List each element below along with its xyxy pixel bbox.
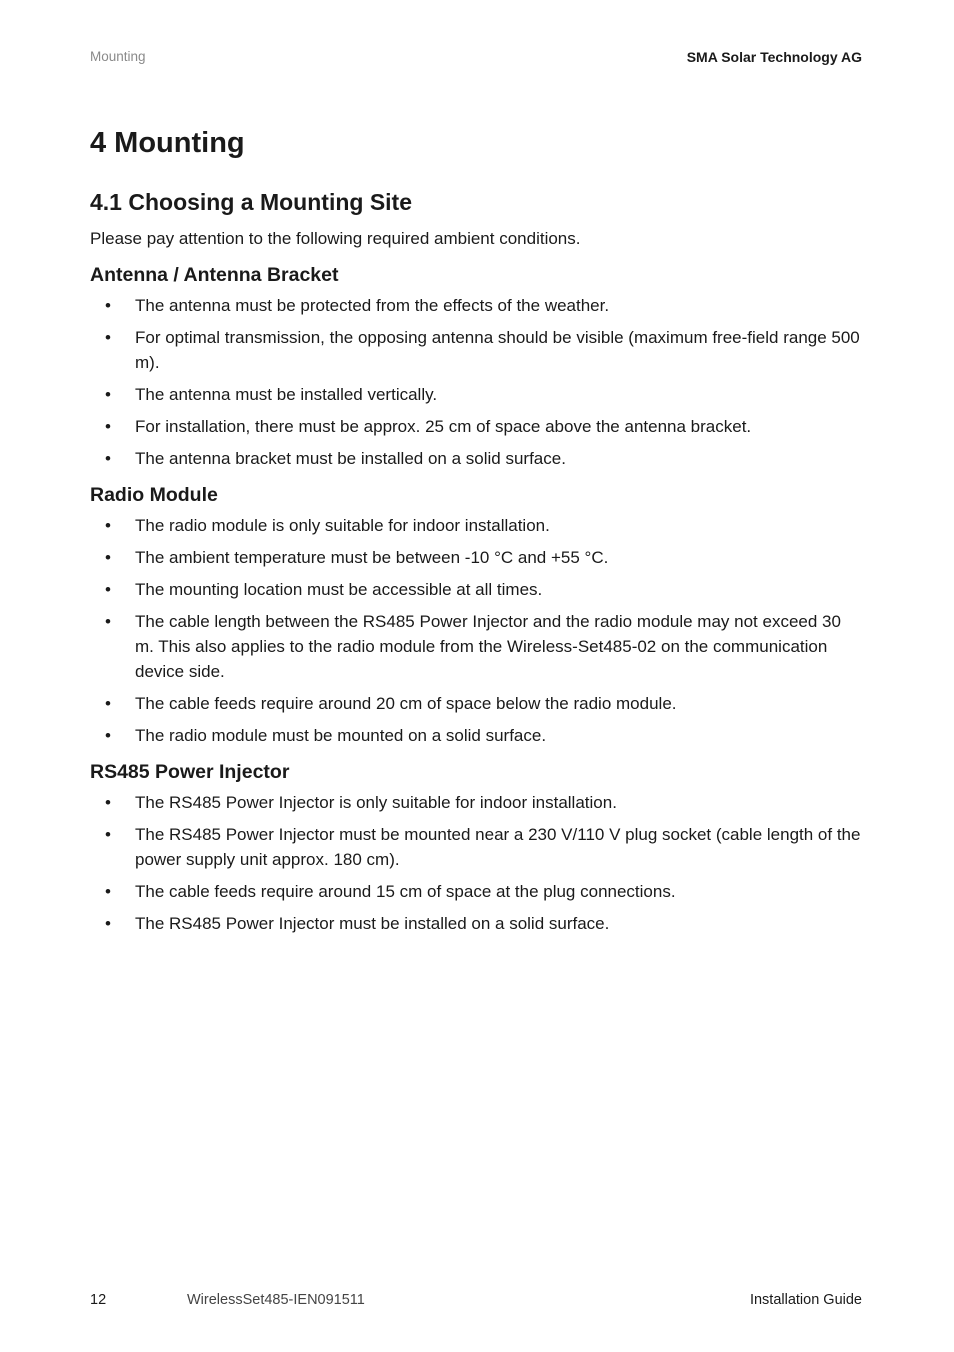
power-injector-requirements-list xyxy=(90,790,862,936)
bullet-icon: • xyxy=(105,726,111,745)
list-item-text: The antenna must be installed vertically. xyxy=(135,385,438,404)
bullet-icon: • xyxy=(105,449,111,468)
document-id: WirelessSet485-IEN091511 xyxy=(187,1292,365,1308)
bullet-icon: • xyxy=(105,793,111,812)
bullet-icon: • xyxy=(105,914,111,933)
list-item-text: The cable length between the RS485 Power Injector and the radio module may not exceed 30 m. This also applies to the radio module from the Wireless-Set485-02 on the communication device side. xyxy=(135,612,841,681)
bullet-icon: • xyxy=(105,328,111,347)
list-item xyxy=(90,293,862,318)
list-item-text: The antenna must be protected from the effects of the weather. xyxy=(135,296,610,315)
radio-module-requirements-list xyxy=(90,513,862,748)
list-item xyxy=(90,790,862,815)
list-item-text: For installation, there must be approx. 25 cm of space above the antenna bracket. xyxy=(135,417,752,436)
group-heading-radio-module: Radio Module xyxy=(90,484,218,506)
bullet-icon: • xyxy=(105,296,111,315)
bullet-icon: • xyxy=(105,417,111,436)
group-heading-antenna: Antenna / Antenna Bracket xyxy=(90,264,339,286)
document-type: Installation Guide xyxy=(749,1292,862,1308)
bullet-icon: • xyxy=(105,580,111,599)
list-item xyxy=(90,577,862,602)
bullet-icon: • xyxy=(105,385,111,404)
header-company-name: SMA Solar Technology AG xyxy=(686,49,862,65)
bullet-icon: • xyxy=(105,548,111,567)
list-item xyxy=(90,911,862,936)
list-item xyxy=(90,513,862,538)
page-content xyxy=(90,124,862,943)
page-header xyxy=(90,49,862,69)
list-item xyxy=(90,879,862,904)
list-item-text: The RS485 Power Injector must be mounted near a 230 V/110 V plug socket (cable length of the power supply unit approx. 180 cm). xyxy=(135,825,861,869)
list-item-text: The cable feeds require around 15 cm of space at the plug connections. xyxy=(135,882,676,901)
list-item xyxy=(90,545,862,570)
bullet-icon: • xyxy=(105,516,111,535)
list-item-text: The RS485 Power Injector is only suitable for indoor installation. xyxy=(135,793,617,812)
bullet-icon: • xyxy=(105,612,111,631)
list-item-text: The radio module must be mounted on a solid surface. xyxy=(135,726,547,745)
list-item-text: For optimal transmission, the opposing antenna should be visible (maximum free-field range 500 m). xyxy=(135,328,860,372)
page-number: 12 xyxy=(90,1292,107,1308)
bullet-icon: • xyxy=(105,882,111,901)
bullet-icon: • xyxy=(105,825,111,844)
list-item xyxy=(90,609,862,684)
header-section-name: Mounting xyxy=(90,49,146,64)
section-title: 4.1 Choosing a Mounting Site xyxy=(90,189,412,215)
list-item xyxy=(90,691,862,716)
list-item-text: The mounting location must be accessible at all times. xyxy=(135,580,543,599)
chapter-title: 4 Mounting xyxy=(90,127,245,159)
group-heading-power-injector: RS485 Power Injector xyxy=(90,761,290,783)
section-intro: Please pay attention to the following required ambient conditions. xyxy=(90,229,581,248)
list-item xyxy=(90,325,862,375)
list-item xyxy=(90,723,862,748)
antenna-requirements-list xyxy=(90,293,862,471)
list-item xyxy=(90,414,862,439)
list-item-text: The RS485 Power Injector must be installed on a solid surface. xyxy=(135,914,610,933)
bullet-icon: • xyxy=(105,694,111,713)
list-item-text: The cable feeds require around 20 cm of space below the radio module. xyxy=(135,694,677,713)
list-item-text: The radio module is only suitable for indoor installation. xyxy=(135,516,550,535)
list-item xyxy=(90,446,862,471)
list-item-text: The ambient temperature must be between -10 °C and +55 °C. xyxy=(135,548,609,567)
list-item xyxy=(90,822,862,872)
list-item-text: The antenna bracket must be installed on a solid surface. xyxy=(135,449,566,468)
page-footer xyxy=(90,1292,862,1312)
list-item xyxy=(90,382,862,407)
